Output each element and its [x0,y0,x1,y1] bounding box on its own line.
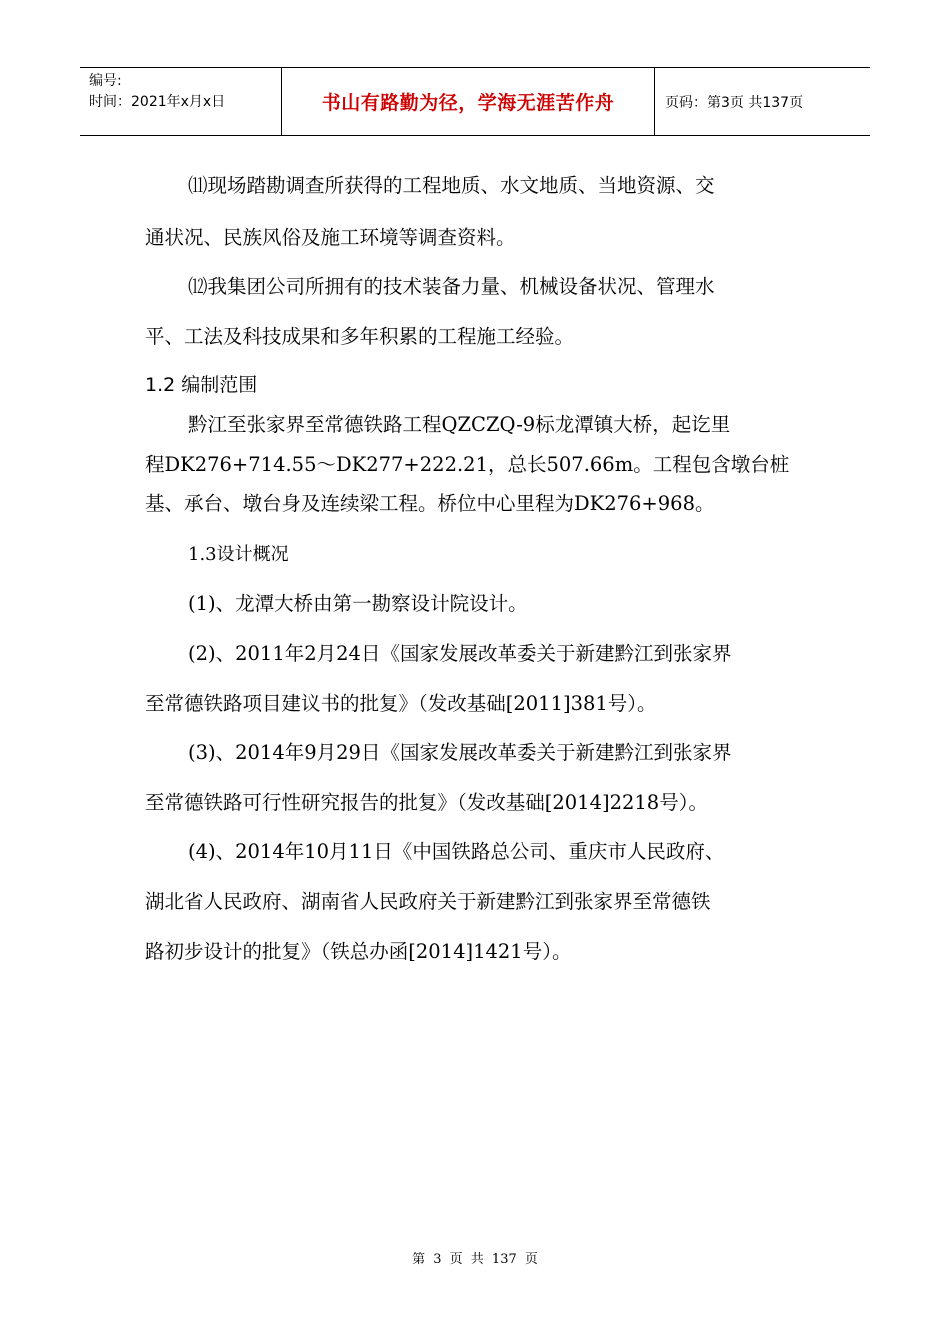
header-meta [80,68,282,135]
header-time-label: 时间：2021年x月x日 [89,94,226,110]
paragraph-11-line-1: ⑾现场踏勘调查所获得的工程地质、水文地质、当地资源、交 [188,174,715,197]
header-number-label: 编号: [89,73,122,89]
design-item-4-line-3: 路初步设计的批复》（铁总办函[2014]1421号）。 [145,940,572,963]
design-item-4-line-2: 湖北省人民政府、湖南省人民政府关于新建黔江到张家界至常德铁 [145,890,711,913]
paragraph-12-line-2: 平、工法及科技成果和多年积累的工程施工经验。 [145,325,575,348]
design-item-3-line-2: 至常德铁路可行性研究报告的批复》（发改基础[2014]2218号）。 [145,791,708,814]
design-item-4-line-1: (4)、2014年10月11日《中国铁路总公司、重庆市人民政府、 [188,840,725,863]
scope-line-3: 基、承台、墩台身及连续梁工程。桥位中心里程为DK276+968。 [145,492,715,515]
header-motto: 书山有路勤为径，学海无涯苦作舟 [282,68,655,135]
header-page-label: 页码：第3页 共137页 [665,94,804,111]
page-footer: 第 3 页 共 137 页 [412,1252,538,1267]
scope-line-1: 黔江至张家界至常德铁路工程QZCZQ-9标龙潭镇大桥，起讫里 [188,413,731,436]
page-header [80,67,870,136]
design-item-1: (1)、龙潭大桥由第一勘察设计院设计。 [188,592,528,615]
paragraph-12-line-1: ⑿我集团公司所拥有的技术装备力量、机械设备状况、管理水 [188,275,715,298]
section-heading-scope: 1.2 编制范围 [145,374,258,396]
section-heading-design: 1.3设计概况 [188,544,289,565]
paragraph-11-line-2: 通状况、民族风俗及施工环境等调查资料。 [145,226,516,249]
scope-line-2: 程DK276+714.55～DK277+222.21，总长507.66m。工程包含墩台桩 [145,453,790,476]
design-item-2-line-2: 至常德铁路项目建议书的批复》（发改基础[2011]381号）。 [145,692,657,715]
design-item-2-line-1: (2)、2011年2月24日《国家发展改革委关于新建黔江到张家界 [188,642,732,665]
design-item-3-line-1: (3)、2014年9月29日《国家发展改革委关于新建黔江到张家界 [188,741,732,764]
